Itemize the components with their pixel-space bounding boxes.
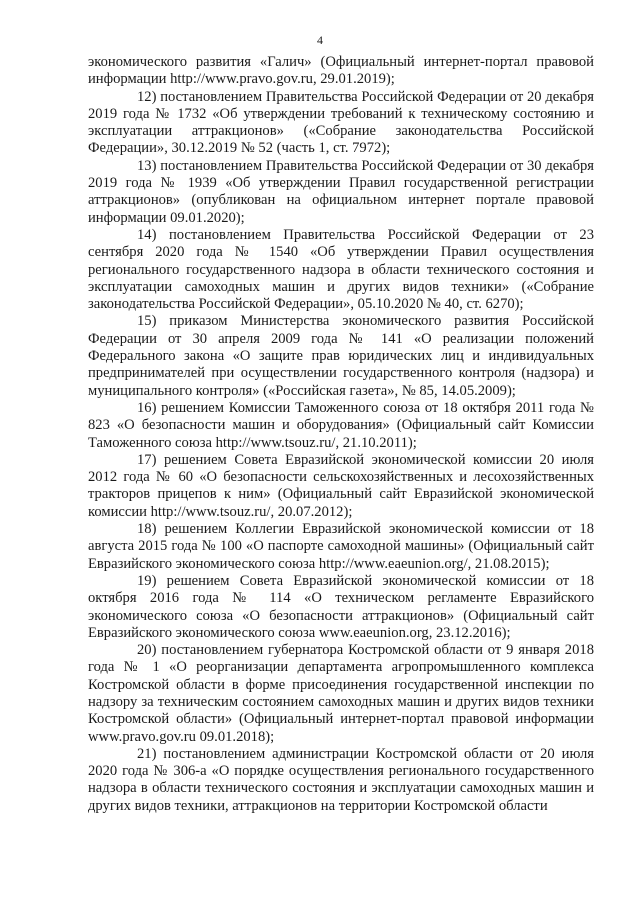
list-item-12: 12) постановлением Правительства Российской Федерации от 20 декабря 2019 года № 1732 «Об утверждении требований к техническому состоянию и эксплуатации аттракционов» («Собрание законодательства Российской Федерации», 30.12.2019 № 52 (часть 1, ст. 7972); [88, 88, 594, 157]
page-number: 4 [317, 33, 323, 47]
paragraph-continuation: экономического развития «Галич» (Официальный интернет-портал правовой информации http://www.pravo.gov.ru, 29.01.2019); [88, 54, 594, 88]
list-item-19: 19) решением Совета Евразийской экономической комиссии от 18 октября 2016 года № 114 «О техническом регламенте Евразийского экономического союза «О безопасности аттракционов» (Официальный сайт Евразийского экономического союза www.eaeunion.org, 23.12.2016); [88, 572, 594, 641]
list-item-20: 20) постановлением губернатора Костромской области от 9 января 2018 года № 1 «О реорганизации департамента агропромышленного комплекса Костромской области в форме присоединения государственной инспекции по надзору за техническим состоянием самоходных машин и других видов техники Костромской области» (Официальный интернет-портал правовой информации www.pravo.gov.ru 09.01.2018); [88, 642, 594, 745]
document-body [88, 54, 594, 815]
list-item-15: 15) приказом Министерства экономического развития Российской Федерации от 30 апреля 2009 года № 141 «О реализации положений Федерального закона «О защите прав юридических лиц и индивидуальных предпринимателей при осуществлении государственного контроля (надзора) и муниципального контроля» («Российская газета», № 85, 14.05.2009); [88, 313, 594, 399]
list-item-16: 16) решением Комиссии Таможенного союза от 18 октября 2011 года № 823 «О безопасности машин и оборудования» (Официальный сайт Комиссии Таможенного союза http://www.tsouz.ru/, 21.10.2011); [88, 399, 594, 451]
list-item-14: 14) постановлением Правительства Российской Федерации от 23 сентября 2020 года № 1540 «Об утверждении Правил осуществления регионального государственного надзора в области технического состояния и эксплуатации самоходных машин и других видов техники» («Собрание законодательства Российской Федерации», 05.10.2020 № 40, ст. 6270); [88, 226, 594, 313]
list-item-17: 17) решением Совета Евразийской экономической комиссии 20 июля 2012 года № 60 «О безопасности сельскохозяйственных и лесохозяйственных тракторов прицепов к ним» (Официальный сайт Евразийской экономической комиссии http://www.tsouz.ru/, 20.07.2012); [88, 451, 594, 520]
list-item-13: 13) постановлением Правительства Российской Федерации от 30 декабря 2019 года № 1939 «Об утверждении Правил государственной регистрации аттракционов» (опубликован на официальном интернет портале правовой информации 09.01.2020); [88, 157, 594, 226]
list-item-21: 21) постановлением администрации Костромской области от 20 июля 2020 года № 306-а «О порядке осуществления регионального государственного надзора в области технического состояния и эксплуатации самоходных машин и других видов техники, аттракционов на территории Костромской области [88, 745, 594, 814]
list-item-18: 18) решением Коллегии Евразийской экономической комиссии от 18 августа 2015 года № 100 «О паспорте самоходной машины» (Официальный сайт Евразийского экономического союза http://www.eaeunion.org/, 21.08.2015); [88, 521, 594, 572]
